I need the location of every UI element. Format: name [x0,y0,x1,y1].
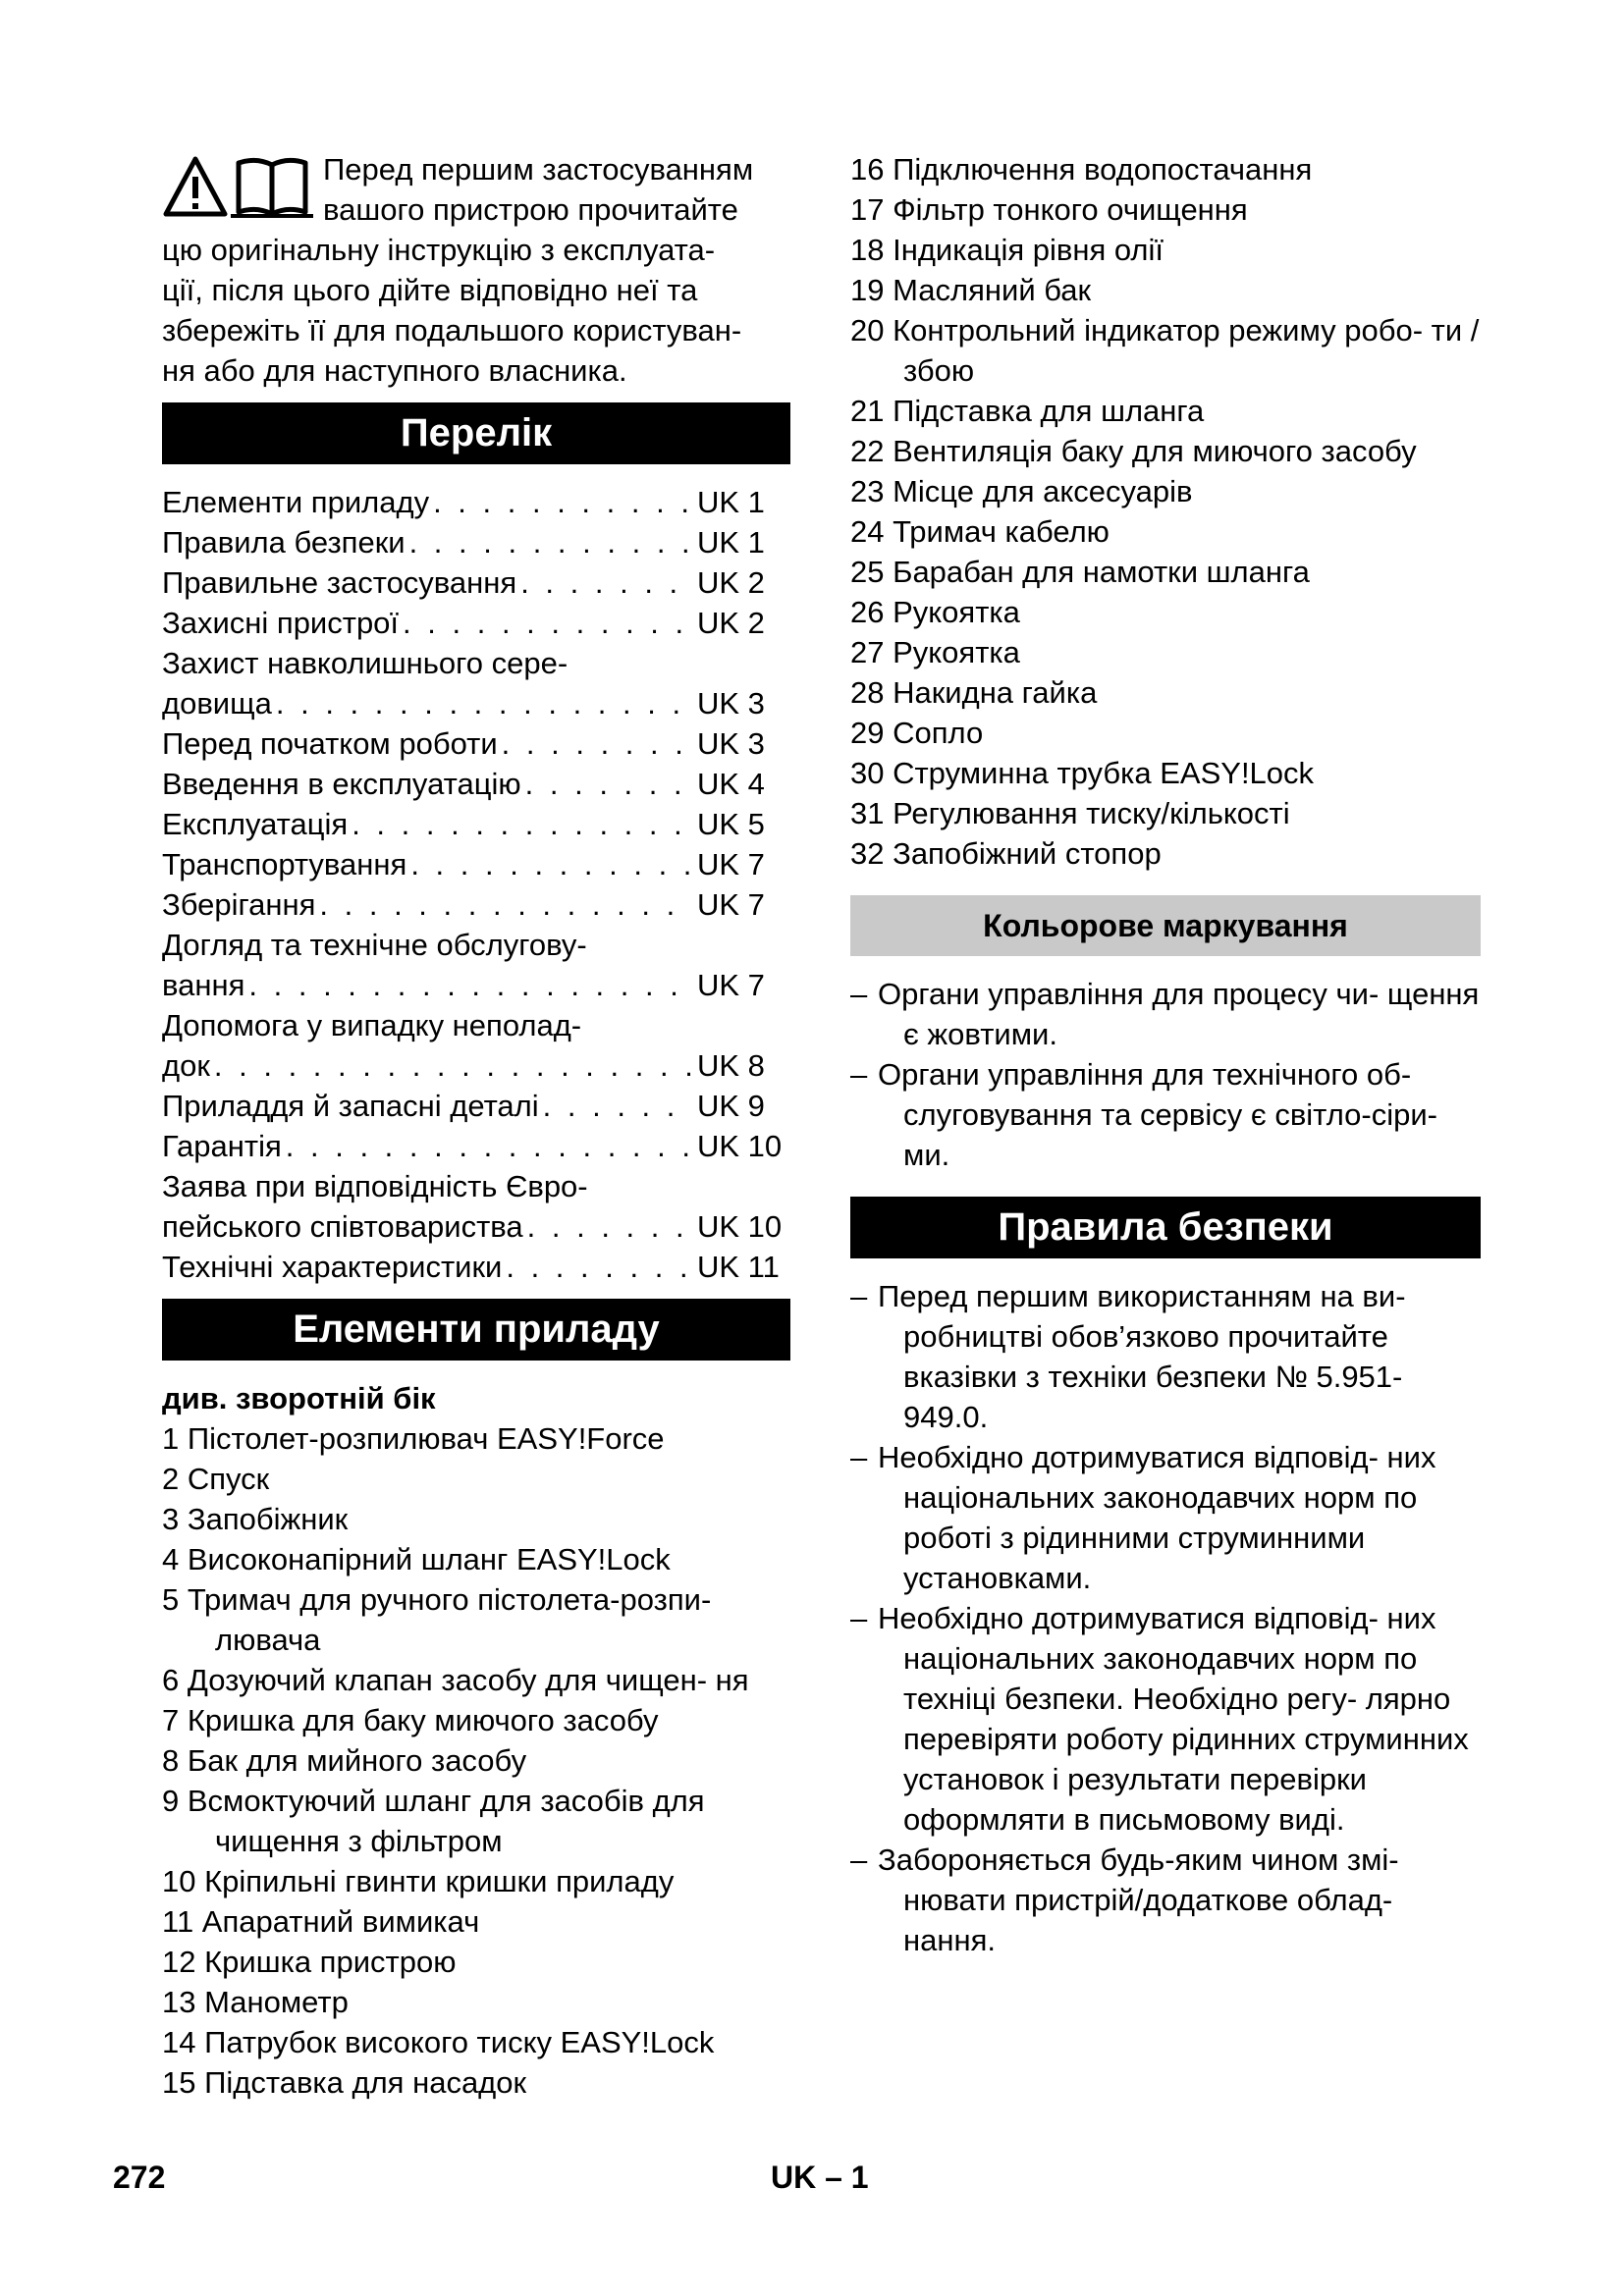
toc-entry[interactable]: Гарантія . . . UK 10 [162,1126,790,1166]
list-item: 31 Регулювання тиску/кількості [850,796,1290,830]
list-item: 3 Запобіжник [162,1502,349,1536]
toc-entry-line1: Захист навколишнього сере- [162,646,568,680]
list-item: 28 Накидна гайка [850,675,1098,710]
list-item: 30 Струминна трубка EASY!Lock [850,756,1315,790]
list-item: 7 Кришка для баку миючого засобу [162,1703,659,1737]
list-item: – Необхідно дотримуватися відповід- них національних законодавчих норм по роботі з рідинними струминними установками. [850,1440,1436,1595]
intro-line-1: Перед першим застосуванням [323,152,754,187]
list-item: 1 Пістолет-розпилювач EASY!Force [162,1421,665,1456]
list-item: 6 Дозуючий клапан засобу для чищен- ня [162,1663,749,1697]
left-column [162,149,790,2103]
toc-entry-line1: Допомога у випадку неполад- [162,1008,582,1042]
list-item: 5 Тримач для ручного пістолета-розпи- лювача [162,1582,712,1657]
list-item: 29 Сопло [850,716,984,750]
list-item: 20 Контрольний індикатор режиму робо- ти / збою [850,313,1480,388]
list-item: 4 Високонапірний шланг EASY!Lock [162,1542,671,1576]
list-item: 9 Всмоктуючий шланг для засобів для чищення з фільтром [162,1784,705,1858]
list-item: – Органи управління для процесу чи- щення є жовтими. [850,977,1480,1051]
toc-entry[interactable]: Транспортування . . . UK 7 [162,844,790,884]
list-item: 14 Патрубок високого тиску EASY!Lock [162,2025,715,2059]
list-item: – Необхідно дотримуватися відповід- них національних законодавчих норм по техніці безпеки. Необхідно регу- лярно перевіряти роботу рідинних струминних установок і результати перевірки оформляти в письмовому виді. [850,1601,1469,1837]
toc-entry[interactable]: Захисні пристрої . . . UK 2 [162,603,790,643]
toc-entry[interactable]: Введення в експлуатацію . . . UK 4 [162,764,790,804]
toc-entry[interactable]: Елементи приладу . . . UK 1 [162,482,790,522]
toc-heading: Перелік [162,402,790,464]
toc-entry[interactable]: Правила безпеки . . . UK 1 [162,522,790,562]
list-item: 12 Кришка пристрою [162,1945,457,1979]
list-item: 11 Апаратний вимикач [162,1904,480,1939]
list-item: 10 Кріпильні гвинти кришки приладу [162,1864,675,1898]
elements-list-right [850,149,1481,874]
section-page-number: – 1 [825,2160,869,2195]
toc-entry[interactable]: Технічні характеристики . . . UK 11 [162,1247,790,1287]
list-item: 18 Індикація рівня олії [850,233,1164,267]
toc-entry[interactable]: Перед початком роботи . . . UK 3 [162,723,790,764]
elements-heading: Елементи приладу [162,1299,790,1361]
intro-line-4: ції, після цього дійте відповідно неї та [162,273,698,307]
toc-entry[interactable]: Приладдя й запасні деталі . . . UK 9 [162,1086,790,1126]
list-item: – Забороняється будь-яким чином змі- нювати пристрій/додаткове облад- нання. [850,1842,1399,1957]
list-item: – Органи управління для технічного об- слуговування та сервісу є світло-сіри- ми. [850,1057,1437,1172]
list-item: 15 Підставка для насадок [162,2065,527,2100]
safety-list [850,1276,1481,1960]
toc-entry[interactable]: Експлуатація . . . UK 5 [162,804,790,844]
list-item: 22 Вентиляція баку для миючого засобу [850,434,1417,468]
list-item: 19 Масляний бак [850,273,1092,307]
table-of-contents [162,482,790,1287]
list-item: 24 Тримач кабелю [850,514,1110,549]
toc-entry[interactable]: Правильне застосування . . . UK 2 [162,562,790,603]
toc-entry[interactable]: довища . . . UK 3 [162,683,790,723]
right-column [850,149,1481,1960]
toc-entry[interactable]: вання . . . UK 7 [162,965,790,1005]
intro-line-2: вашого пристрою прочитайте [323,192,738,227]
list-item: 17 Фільтр тонкого очищення [850,192,1248,227]
list-item: 21 Підставка для шланга [850,394,1205,428]
list-item: 27 Рукоятка [850,635,1020,669]
list-item: 32 Запобіжний стопор [850,836,1162,871]
list-item: 26 Рукоятка [850,595,1020,629]
warning-read-manual-icon [162,153,317,222]
list-item: 13 Манометр [162,1985,349,2019]
elements-subheading: див. зворотній бік [162,1381,436,1415]
section-page-label [771,2160,869,2196]
toc-entry-line1: Догляд та технічне обслугову- [162,928,587,962]
list-item: 16 Підключення водопостачання [850,152,1313,187]
list-item: 25 Барабан для намотки шланга [850,555,1310,589]
color-marking-list [850,974,1481,1175]
list-item: 23 Місце для аксесуарів [850,474,1193,508]
intro-line-6: ня або для наступного власника. [162,353,627,388]
toc-entry[interactable]: Зберігання . . . UK 7 [162,884,790,925]
toc-entry-line1: Заява при відповідність Євро- [162,1169,588,1203]
page-number: 272 [113,2160,166,2195]
color-marking-heading: Кольорове маркування [850,895,1481,956]
toc-entry[interactable]: пейського співтовариства . . . UK 10 [162,1206,790,1247]
list-item: 2 Спуск [162,1462,270,1496]
intro-warning [162,149,790,391]
intro-line-3: цю оригінальну інструкцію з експлуата- [162,233,716,267]
list-item: – Перед першим використанням на ви- робництві обов’язково прочитайте вказівки з техніки безпеки № 5.951- 949.0. [850,1279,1406,1434]
list-item: 8 Бак для мийного засобу [162,1743,527,1778]
language-code: UK [771,2160,817,2195]
intro-line-5: збережіть її для подальшого користуван- [162,313,742,347]
safety-heading: Правила безпеки [850,1197,1481,1258]
toc-entry[interactable]: док . . . UK 8 [162,1045,790,1086]
elements-list-left [162,1418,790,2103]
